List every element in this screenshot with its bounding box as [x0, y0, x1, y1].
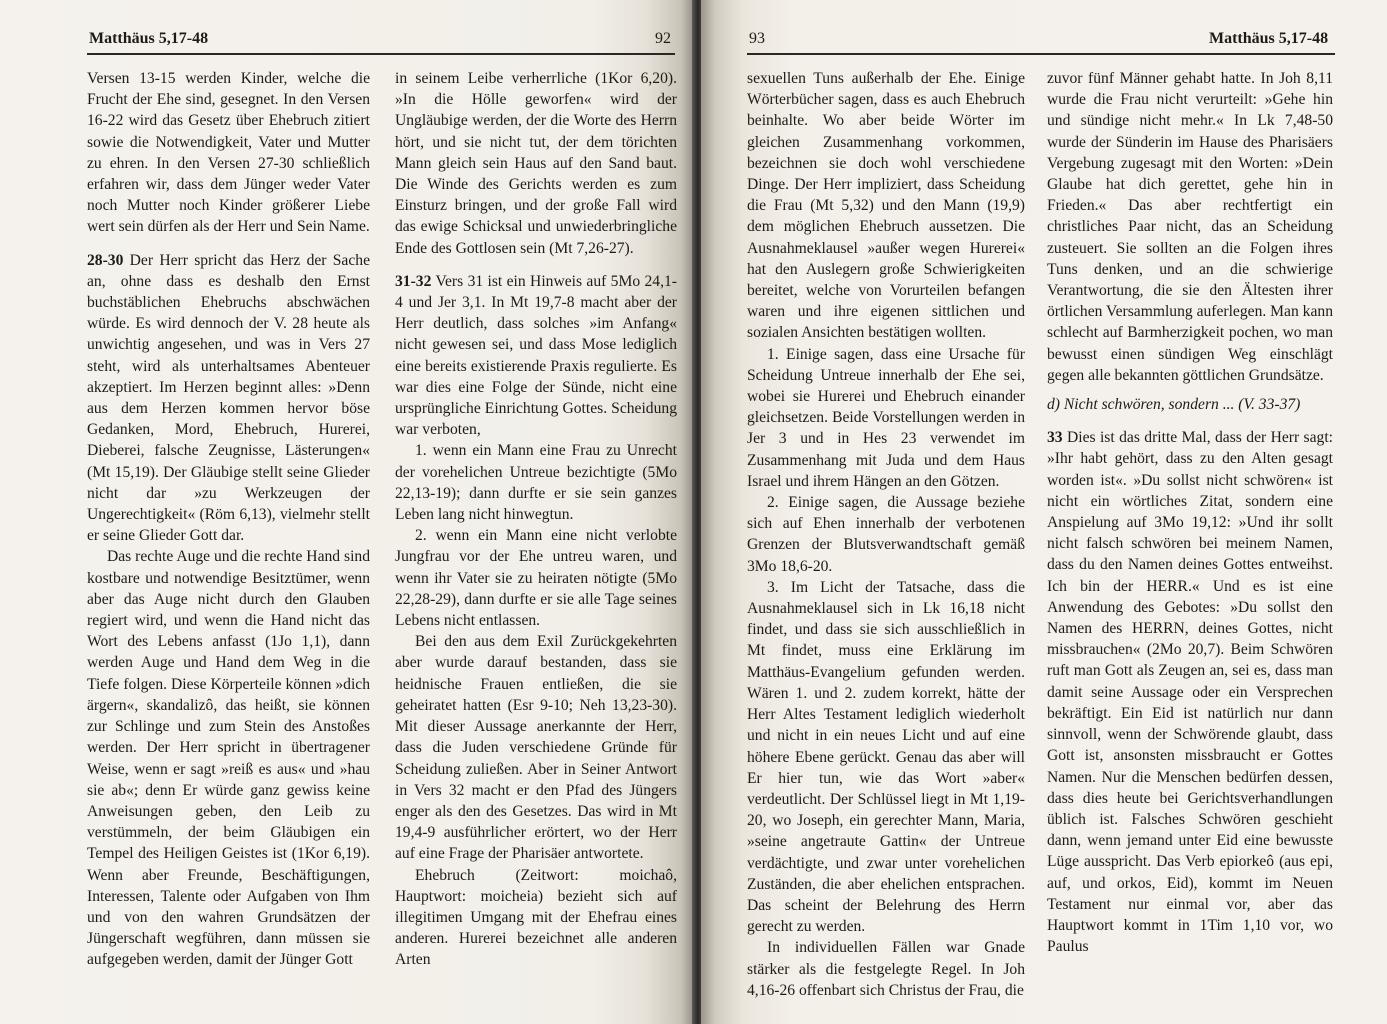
paragraph: Versen 13-15 werden Kinder, welche die Frucht der Ehe sind, gesegnet. In den Versen 16-22 wird das Gesetz über Ehebruch zitiert sowie die Notwendigkeit, Vater und Mutter zu ehren. In den Versen 27-30 schließlich erfahren wir, dass dem Jünger weder Vater noch Mutter noch Kinder größerer Liebe wert sein dürfen als der Herr und Sein Name.: [87, 70, 370, 236]
paragraph-text: Dies ist das dritte Mal, dass der Herr sagt: »Ihr habt gehört, dass zu den Alten gesagt worden ist«. »Du sollst nicht schwören« ist nicht ein wörtliches Zitat, sondern eine Anspielung auf 3Mo 19,12: »Und ihr sollt nicht falsch schwören bei meinem Namen, dass du den Namen deines Gottes entweihst. Ich bin der HERR.« Und es ist eine Anwendung des Gebotes: »Du sollst den Namen des HERRN, deines Gottes, nicht missbrauchen« (2Mo 20,7). Beim Schwören ruft man Gott als Zeugen an, sei es, dass man damit seine Aussage oder ein Versprechen bekräftigt. Ein Eid ist natürlich nur dann sinnvoll, wenn der Schwörende glaubt, dass Gott ist, ansonsten missbraucht er Gottes Namen. Nur die Menschen bedürfen dessen, dass dies heute bei Gerichtsverhandlungen üblich ist. Falsches Schwören geschieht dann, wenn jemand unter Eid eine bewusste Lüge ausspricht. Das Verb epiorkeô (aus epi, auf, und orkos, Eid), kommt im Neuen Testament nur einmal vor, aber das Hauptwort kommt in 1Tim 1,10 vor, wo Paulus: [1047, 429, 1333, 956]
verse-paragraph: [395, 271, 677, 441]
paragraph: 3. Im Licht der Tatsache, dass die Ausnahmeklausel sich in Lk 16,18 nicht findet, und dass sie sich ausschließlich in Mt findet, muss eine Erklärung im Matthäus-Evangelium gefunden werden. Wären 1. und 2. zudem korrekt, hätte der Herr Altes Testament lediglich wiederholt und nicht in ein neues Licht und auf eine höhere Ebene gerückt. Genau das aber will Er hier tun, wie das Wort »aber« verdeutlicht. Der Schlüssel liegt in Mt 1,19-20, wo Joseph, ein gerechter Mann, Maria, »seine angetraute Gattin« der Untreue verdächtigte, und zwar unter vorehelichen Zuständen, die aber ehelichen entsprachen. Das scheint der Belehrung des Herrn gerecht zu werden.: [747, 578, 1025, 936]
running-head: Matthäus 5,17-48: [89, 30, 209, 47]
header-rule: [87, 53, 675, 55]
paragraph: In individuellen Fällen war Gnade stärker als die festgelegte Regel. In Joh 4,16-26 offenbart sich Christus der Frau, die: [747, 939, 1025, 999]
paragraph: 2. wenn ein Mann eine nicht verlobte Jungfrau vor der Ehe untreu waren, und wenn ihr Vater sie zu heiraten nötigte (5Mo 22,28-29), dann durfte er sie alle Tage seines Lebens nicht entlassen.: [395, 527, 677, 630]
text-column-2: [1047, 68, 1333, 957]
text-column-2: [395, 68, 677, 971]
paragraph-text: Der Herr spricht das Herz der Sache an, ohne dass es deshalb den Ernst buchstäblichen Ehebruchs abschwächen würde. Es wird dennoch der V. 28 heute als unwichtig angesehen, und was in Vers 27 steht, wird als unterhaltsames Abenteuer akzeptiert. Im Herzen beginnt alles: »Denn aus dem Herzen kommen hervor böse Gedanken, Mord, Ehebruch, Hurerei, Dieberei, falsche Zeugnisse, Lästerungen« (Mt 15,19). Der Gläubige stellt seine Glieder nicht dar »zu Werkzeugen der Ungerechtigkeit« (Röm 6,13), vielmehr stellt er seine Glieder Gott dar.: [87, 251, 370, 545]
verse-number: 31-32: [395, 272, 432, 290]
page-number: 92: [655, 30, 671, 47]
verse-paragraph: [1047, 427, 1333, 957]
running-head: Matthäus 5,17-48: [1209, 30, 1329, 47]
paragraph: 1. wenn ein Mann eine Frau zu Unrecht der vorehelichen Untreue bezichtigte (5Mo 22,13-19); dann durfte er sie sein ganzes Leben lang nicht hinwegtun.: [395, 442, 677, 524]
paragraph: zuvor fünf Männer gehabt hatte. In Joh 8,11 wurde die Frau nicht verurteilt: »Gehe hin und sündige nicht mehr.« In Lk 7,48-50 wurde der Sünderin im Hause des Pharisäers Vergebung zugesagt mit den Worten: »Dein Glaube hat dich gerettet, gehe hin in Frieden.« Das aber rechtfertigt ein christliches Paar nicht, das an Scheidung zusteuert. Sie sollten an die Folgen ihres Tuns denken, und an die schwierige Verantwortung, die sie den Ältesten ihrer örtlichen Versammlung auferlegen. Man kann schlecht auf Barmherzigkeit pochen, wo man bewusst einen sündigen Weg einschlägt gegen alle bekannten göttlichen Grundsätze.: [1047, 70, 1333, 384]
header-rule: [747, 53, 1335, 55]
paragraph: Das rechte Auge und die rechte Hand sind kostbare und notwendige Besitztümer, wenn aber das Auge nicht durch den Glauben regiert wird, und wenn die Hand nicht das Wort des Lebens anfasst (1Jo 1,1), dann werden Auge und Hand dem Weg in die Tiefe folgen. Diese Körperteile können »dich ärgern«, skandalizô, das heißt, sie können zur Schlinge und zum Stein des Anstoßes werden. Der Herr spricht in übertragener Weise, wenn er sagt »reiß es aus« und »hau sie ab«; denn Er würde ganz gewiss keine Anweisungen geben, den Leib zu verstümmeln, der beim Gläubigen ein Tempel des Heiligen Geistes ist (1Kor 6,19). Wenn aber Freunde, Beschäftigungen, Interessen, Talente oder Aufgaben von Ihm und von den wahren Grundsätzen der Jüngerschaft wegführen, dann müssen sie aufgegeben werden, damit der Jünger Gott: [87, 548, 370, 969]
section-subheading: d) Nicht schwören, sondern ... (V. 33-37): [1047, 396, 1301, 414]
page-number: 93: [749, 30, 765, 47]
text-column-1: [747, 68, 1025, 1001]
verse-number: 33: [1047, 429, 1063, 447]
verse-paragraph: [87, 250, 370, 547]
paragraph: 1. Einige sagen, dass eine Ursache für Scheidung Untreue innerhalb der Ehe sei, wobei sie Hurerei und Ehebruch einander gleichsetzen. Beide Vorstellungen werden in Jer 3 und in Hes 23 verwendet im Zusammenhang mit Juda und dem Haus Israel und ihrem Hängen an den Götzen.: [747, 345, 1025, 490]
paragraph: 2. Einige sagen, die Aussage beziehe sich auf Ehen innerhalb der verbotenen Grenzen der Blutsverwandtschaft gemäß 3Mo 18,6-20.: [747, 494, 1025, 575]
paragraph: Bei den aus dem Exil Zurückgekehrten aber wurde darauf bestanden, dass sie heidnische Frauen entließen, die sie geheiratet hatten (Esr 9-10; Neh 13,23-30). Mit dieser Aussage anerkannte der Herr, dass die Juden verschiedene Gründe für Scheidung zuließen. Aber in Seiner Antwort in Vers 32 macht er den Pfad des Jüngers enger als den des Gesetzes. Das wird in Mt 19,4-9 ausführlicher erörtert, wo der Herr auf eine Frage der Pharisäer antwortete.: [395, 633, 677, 863]
paragraph-text: Vers 31 ist ein Hinweis auf 5Mo 24,1-4 und Jer 3,1. In Mt 19,7-8 macht aber der Herr deutlich, dass solches »im Anfang« nicht gewesen sei, und dass Mose lediglich eine bereits existierende Praxis regulierte. Es war dies eine Folge der Sünde, nicht eine ursprüngliche Einrichtung Gottes. Scheidung war verboten,: [395, 272, 677, 439]
right-page: [701, 0, 1387, 1024]
paragraph: Ehebruch (Zeitwort: moichaô, Hauptwort: moicheia) bezieht sich auf illegitimen Umgang mit der Ehefrau eines anderen. Hurerei bezeichnet alle anderen Arten: [395, 866, 677, 969]
paragraph: in seinem Leibe verherrliche (1Kor 6,20). »In die Hölle geworfen« wird der Ungläubige werden, der die Worte des Herrn hört, und sie nicht tut, der dem törichten Mann gleich sein Haus auf den Sand baut. Die Winde des Gerichts werden es zum Einsturz bringen, und der große Fall wird das ewige Schicksal und unwiederbringliche Ende des Gottlosen sein (Mt 7,26-27).: [395, 70, 677, 257]
paragraph: sexuellen Tuns außerhalb der Ehe. Einige Wörterbücher sagen, dass es auch Ehebruch beinhalte. Wo aber beide Wörter im gleichen Zusammenhang vorkommen, bezeichnen sie doch wohl verschiedene Dinge. Der Herr impliziert, dass Scheidung die Frau (Mt 5,32) und den Mann (19,9) dem möglichen Ehebruch aussetzen. Die Ausnahmeklausel »außer wegen Hurerei« hat den Auslegern große Schwierigkeiten bereitet, welche von Vorurteilen befangen waren und ihre eigenen sittlichen und sozialen Ansichten bestätigen wollten.: [747, 70, 1025, 342]
verse-number: 28-30: [87, 251, 124, 269]
text-column-1: [87, 68, 370, 971]
